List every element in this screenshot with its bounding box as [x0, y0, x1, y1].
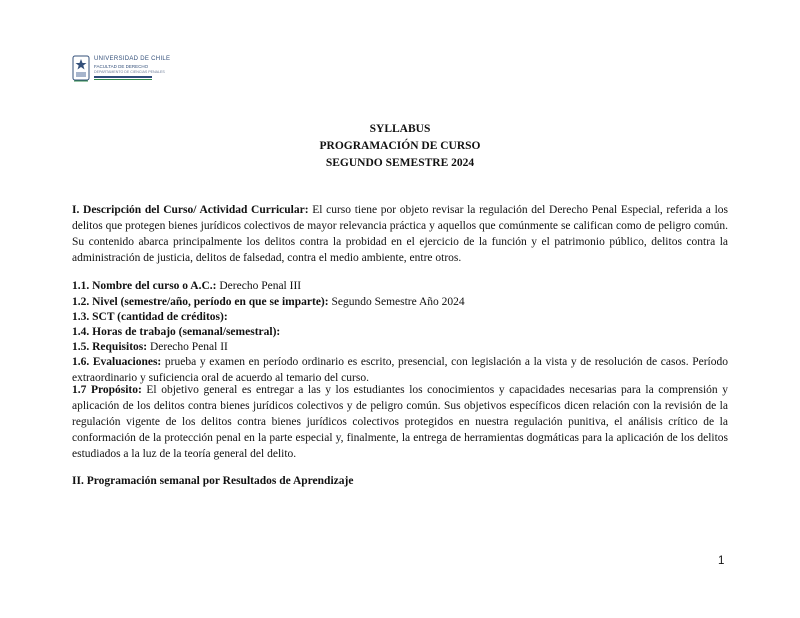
- field-level-label: 1.2. Nivel (semestre/año, período en que se imparte):: [72, 296, 329, 308]
- field-course-name: [72, 278, 728, 294]
- doc-title-programacion: PROGRAMACIÓN DE CURSO: [319, 140, 481, 152]
- field-sct-label: 1.3. SCT (cantidad de créditos):: [72, 311, 228, 323]
- field-evaluations-label: 1.6. Evaluaciones:: [72, 356, 162, 368]
- page-number: 1: [718, 555, 725, 567]
- field-course-name-label: 1.1. Nombre del curso o A.C.:: [72, 280, 217, 292]
- field-level-value: Segundo Semestre Año 2024: [328, 296, 465, 308]
- field-course-name-value: Derecho Penal III: [216, 280, 302, 292]
- doc-title-syllabus: SYLLABUS: [369, 123, 431, 135]
- section-2-heading-text: II. Programación semanal por Resultados de Aprendizaje: [72, 475, 354, 487]
- logo-divider-blue: [94, 76, 152, 78]
- university-logo: [72, 54, 171, 88]
- field-purpose-value: El objetivo general es entregar a las y los estudiantes los conocimientos y capacidades necesarias para la comprensión y aplicación de los delitos contra bienes jurídicos colectivos y de peligro común. Sus objetivos específicos dicen relación con la revisión de la regulación vigente de los delitos contra bienes jurídicos colectivos protegidos en nuestra regulación punitiva, el análisis crítico de la conformación de la protección penal en la parte especial y, finalmente, la entrega de herramientas dogmáticas para la aplicación de los delitos estudiados a la luz de la teoría general del delito.: [72, 384, 728, 460]
- section-2-heading: [72, 473, 728, 489]
- section-1-text: El curso tiene por objeto revisar la regulación del Derecho Penal Especial, referida a los delitos que protegen bienes jurídicos colectivos de mayor relevancia práctica y aquellos que comúnmente se califican como de peligro común. Su contenido abarca principalmente los delitos contra la probidad en el ejercicio de la función y el patrimonio público, delitos contra la administración de justicia, delitos de falsedad, contra el medio ambiente, entre otros.: [72, 204, 728, 264]
- field-hours-label: 1.4. Horas de trabajo (semanal/semestral):: [72, 326, 281, 338]
- field-requirements-label: 1.5. Requisitos:: [72, 341, 148, 353]
- field-evaluations-value: prueba y examen en período ordinario es escrito, presencial, con legislación a la vista y de resolución de casos. Período extraordinario y suficiencia oral de acuerdo al temario del curso.: [72, 356, 728, 384]
- doc-title-semester: SEGUNDO SEMESTRE 2024: [325, 157, 475, 169]
- field-requirements: [72, 339, 728, 355]
- field-purpose-label: 1.7 Propósito:: [72, 384, 142, 396]
- university-crest-icon: [72, 54, 90, 84]
- field-requirements-value: Derecho Penal II: [147, 341, 228, 353]
- field-sct: [72, 309, 728, 325]
- logo-university-name: UNIVERSIDAD DE CHILE: [94, 56, 171, 62]
- logo-divider-green: [94, 79, 152, 81]
- field-purpose: [72, 382, 728, 462]
- section-1-description: [72, 202, 728, 266]
- logo-department-name: DEPARTAMENTO DE CIENCIAS PENALES: [94, 70, 165, 74]
- field-hours: [72, 324, 728, 340]
- field-level: [72, 294, 728, 310]
- section-1-heading: I. Descripción del Curso/ Actividad Curricular:: [72, 204, 309, 216]
- logo-faculty-name: FACULTAD DE DERECHO: [94, 64, 149, 69]
